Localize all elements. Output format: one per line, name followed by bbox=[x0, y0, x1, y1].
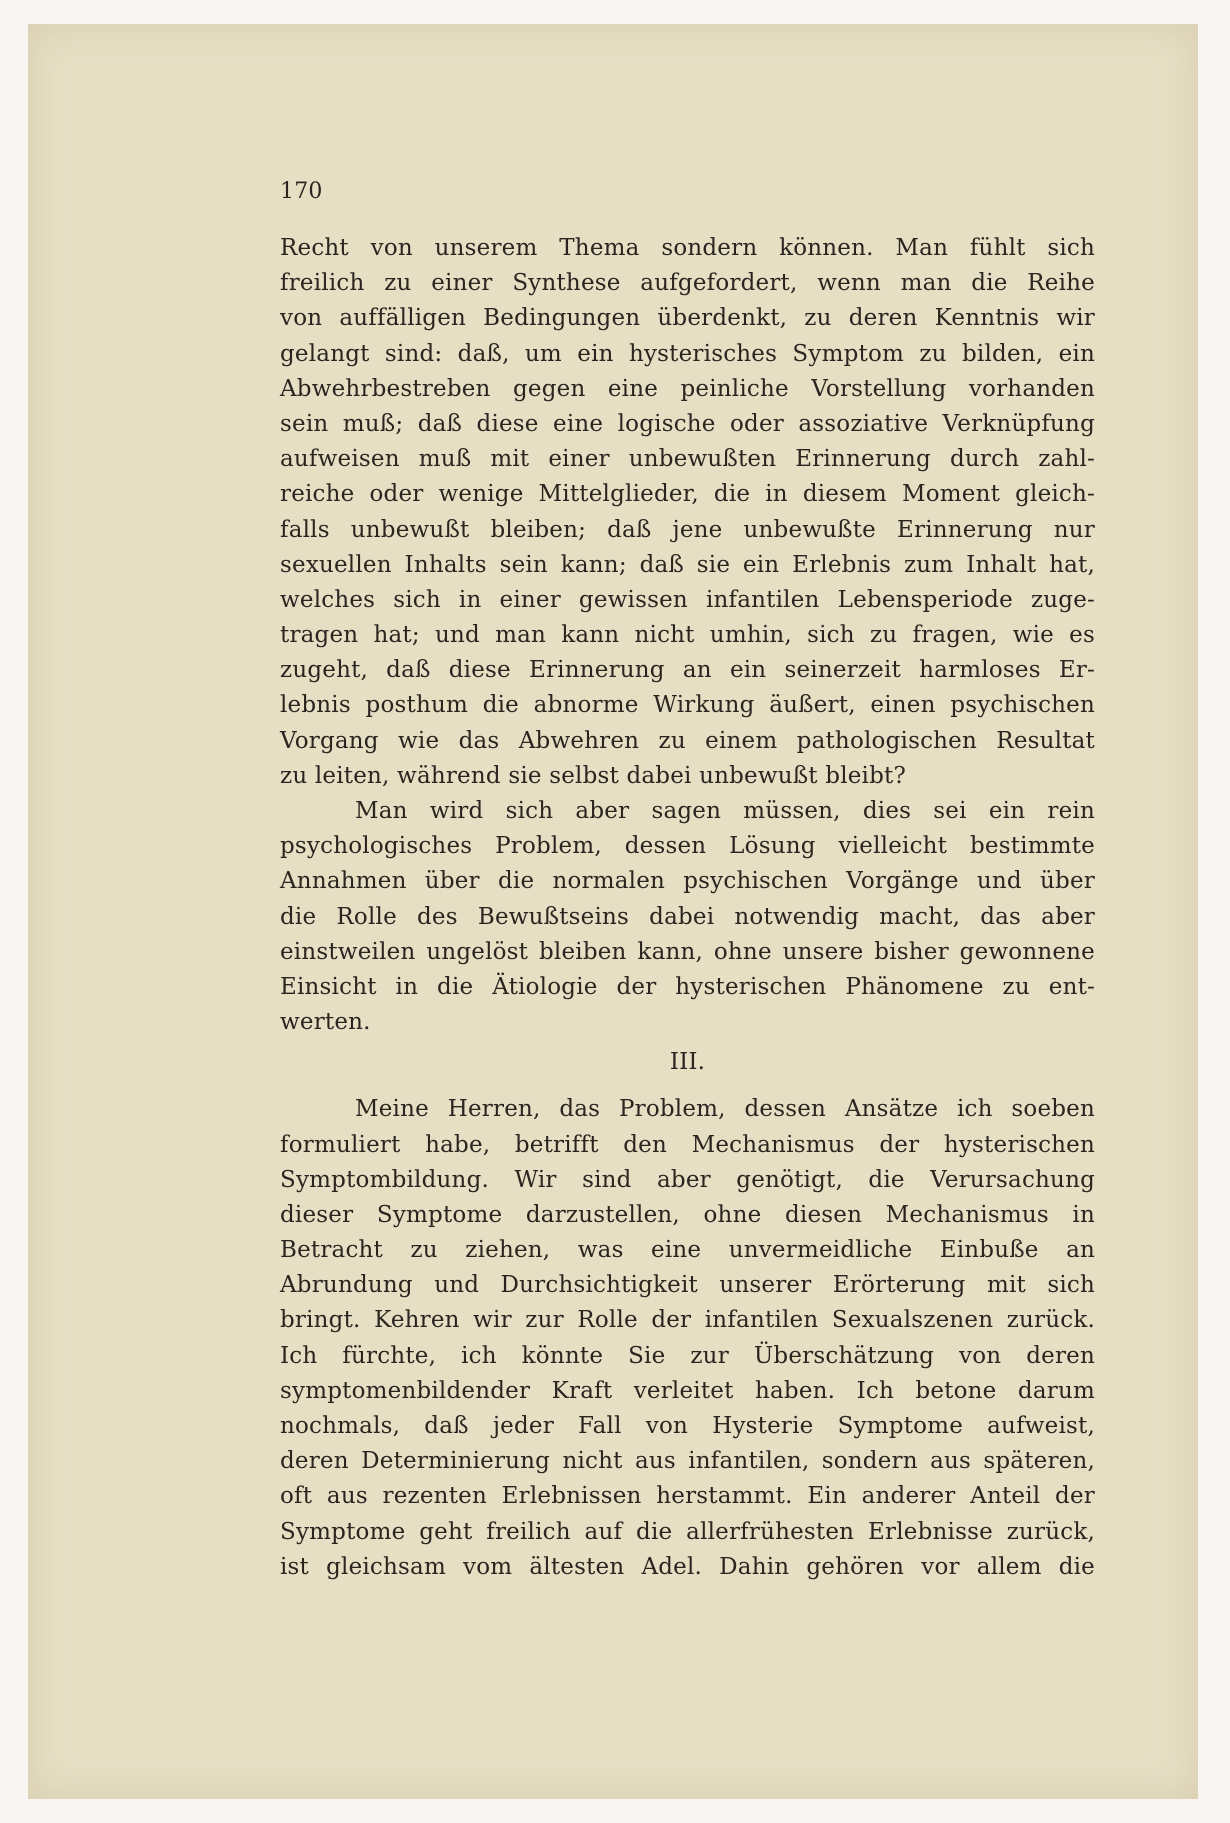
paragraph-1 bbox=[280, 231, 1095, 794]
text-line: Abrundung und Durchsichtigkeit unserer Erörterung mit sich bbox=[280, 1272, 1095, 1299]
text-line: Symptome geht freilich auf die allerfrühesten Erlebnisse zurück, bbox=[280, 1518, 1095, 1545]
book-page bbox=[28, 24, 1198, 1799]
text-line: symptomenbildender Kraft verleitet haben. Ich betone darum bbox=[280, 1377, 1095, 1404]
text-line: Ich fürchte, ich könnte Sie zur Überschätzung von deren bbox=[280, 1342, 1095, 1369]
section-heading: III. bbox=[669, 1049, 706, 1076]
text-line: deren Determinierung nicht aus infantilen, sondern aus späteren, bbox=[280, 1448, 1095, 1475]
text-line: welches sich in einer gewissen infantilen Lebensperiode zuge- bbox=[280, 586, 1095, 613]
text-line: psychologisches Problem, dessen Lösung vielleicht bestimmte bbox=[280, 833, 1095, 860]
text-line: Abwehrbestreben gegen eine peinliche Vorstellung vorhanden bbox=[280, 375, 1095, 402]
text-line: bringt. Kehren wir zur Rolle der infantilen Sexualszenen zurück. bbox=[280, 1307, 1095, 1334]
paragraph-3 bbox=[280, 1092, 1095, 1585]
text-line: dieser Symptome darzustellen, ohne diesen Mechanismus in bbox=[280, 1201, 1095, 1228]
text-line: Annahmen über die normalen psychischen Vorgänge und über bbox=[280, 868, 1095, 895]
text-line: tragen hat; und man kann nicht umhin, sich zu fragen, wie es bbox=[280, 622, 1095, 649]
text-line: formuliert habe, betrifft den Mechanismus der hysterischen bbox=[280, 1131, 1095, 1158]
text-line: aufweisen muß mit einer unbewußten Erinnerung durch zahl- bbox=[280, 446, 1095, 473]
text-line: lebnis posthum die abnorme Wirkung äußert, einen psychischen bbox=[280, 692, 1095, 719]
text-line: zugeht, daß diese Erinnerung an ein seinerzeit harmloses Er- bbox=[280, 657, 1095, 684]
text-line: Einsicht in die Ätiologie der hysterischen Phänomene zu ent- bbox=[280, 973, 1095, 1000]
text-line: von auffälligen Bedingungen überdenkt, zu deren Kenntnis wir bbox=[280, 305, 1095, 332]
page-text bbox=[280, 174, 1095, 1585]
text-line: sexuellen Inhalts sein kann; daß sie ein Erlebnis zum Inhalt hat, bbox=[280, 551, 1095, 578]
text-line: einstweilen ungelöst bleiben kann, ohne unsere bisher gewonnene bbox=[280, 938, 1095, 965]
text-line: Recht von unserem Thema sondern können. Man fühlt sich bbox=[280, 235, 1095, 261]
text-line: sein muß; daß diese eine logische oder assoziative Verknüpfung bbox=[280, 410, 1095, 437]
text-line: nochmals, daß jeder Fall von Hysterie Symptome aufweist, bbox=[280, 1413, 1095, 1439]
text-line: die Rolle des Bewußtseins dabei notwendig macht, das aber bbox=[280, 903, 1095, 930]
text-line: Meine Herren, das Problem, dessen Ansätze ich soeben bbox=[355, 1096, 1095, 1123]
page-number: 170 bbox=[280, 179, 323, 204]
text-line: Vorgang wie das Abwehren zu einem pathologischen Resultat bbox=[280, 727, 1095, 754]
text-line: oft aus rezenten Erlebnissen herstammt. Ein anderer Anteil der bbox=[280, 1483, 1095, 1510]
text-line: falls unbewußt bleiben; daß jene unbewußte Erinnerung nur bbox=[280, 516, 1095, 543]
text-line: Man wird sich aber sagen müssen, dies sei ein rein bbox=[355, 798, 1095, 824]
text-line: zu leiten, während sie selbst dabei unbewußt bleibt? bbox=[280, 762, 907, 789]
text-line: freilich zu einer Synthese aufgefordert, wenn man die Reihe bbox=[280, 270, 1095, 297]
text-line: gelangt sind: daß, um ein hysterisches Symptom zu bilden, ein bbox=[280, 340, 1095, 367]
text-line: ist gleichsam vom ältesten Adel. Dahin gehören vor allem die bbox=[280, 1553, 1095, 1580]
paragraph-2 bbox=[280, 794, 1095, 1040]
text-line: reiche oder wenige Mittelglieder, die in diesem Moment gleich- bbox=[280, 481, 1095, 508]
text-line: Symptombildung. Wir sind aber genötigt, die Verursachung bbox=[280, 1166, 1095, 1193]
text-line: Betracht zu ziehen, was eine unvermeidliche Einbuße an bbox=[280, 1237, 1095, 1264]
text-line: werten. bbox=[280, 1009, 371, 1036]
